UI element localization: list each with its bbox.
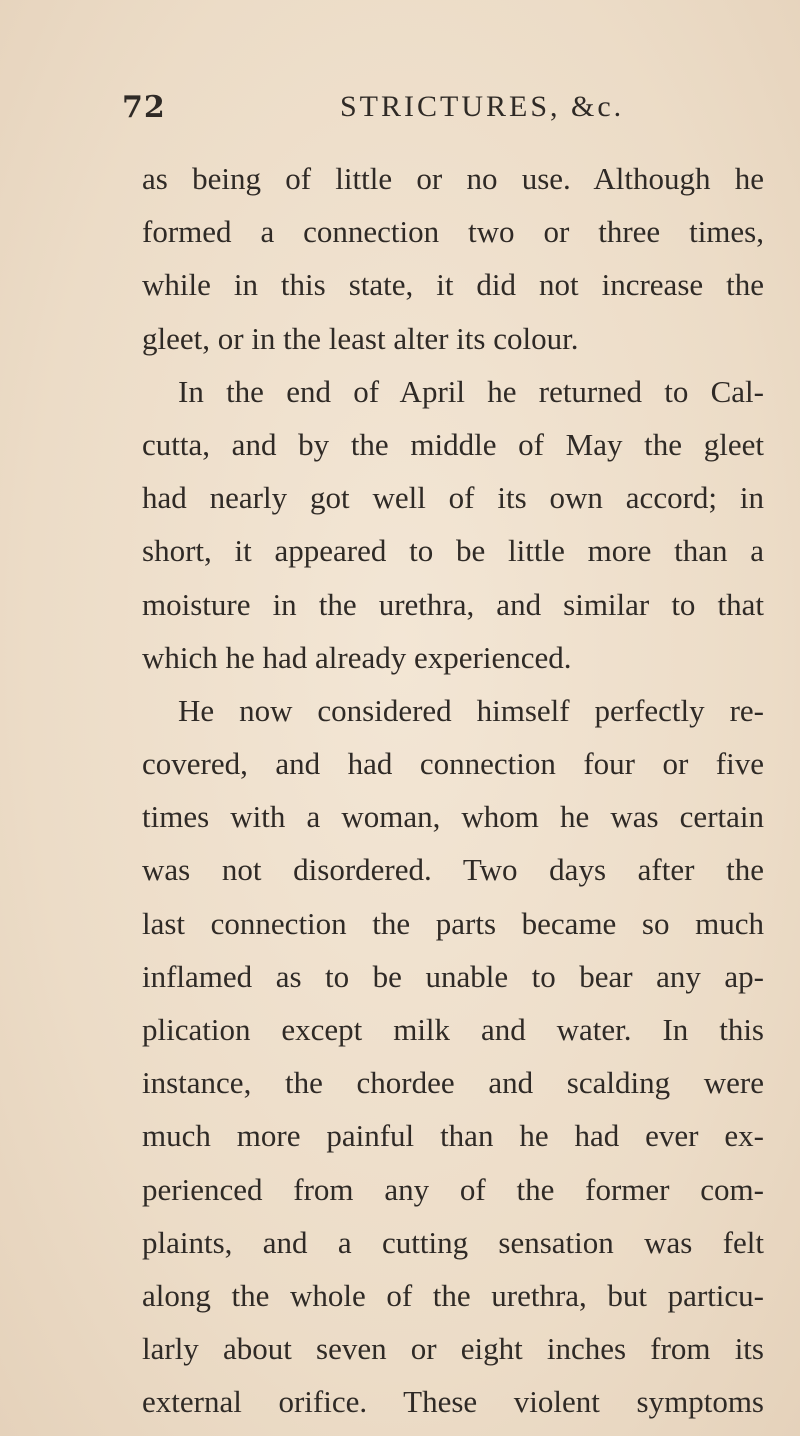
text-line: instance, the chordee and scalding were (142, 1065, 764, 1101)
text-line: formed a connection two or three times, (142, 214, 764, 250)
text-line: plication except milk and water. In this (142, 1012, 764, 1047)
text-line: larly about seven or eight inches from its (142, 1331, 764, 1367)
text-line: perienced from any of the former com- (142, 1171, 764, 1207)
text-line: was not disordered. Two days after the (142, 852, 764, 888)
text-line: external orifice. These violent symptoms (142, 1384, 764, 1420)
text-line: along the whole of the urethra, but particu- (142, 1277, 764, 1313)
text-line: times with a woman, whom he was certain (142, 799, 764, 835)
text-line: covered, and had connection four or five (142, 746, 764, 782)
text-line: much more painful than he had ever ex- (142, 1118, 764, 1154)
text-line: last connection the parts became so much (142, 905, 764, 941)
text-line: short, it appeared to be little more than a (142, 533, 764, 569)
running-head: STRICTURES, &c. (340, 90, 625, 123)
page-header (0, 90, 800, 130)
text-line: moisture in the urethra, and similar to that (142, 586, 764, 622)
text-line: inflamed as to be unable to bear any ap- (142, 958, 764, 994)
text-line: gleet, or in the least alter its colour. (142, 320, 579, 356)
text-line: had nearly got well of its own accord; in (142, 480, 764, 516)
page-number: 72 (122, 90, 166, 125)
paragraph-start-line: He now considered himself perfectly re- (178, 692, 764, 728)
text-line: as being of little or no use. Although he (142, 161, 764, 196)
body-text (142, 152, 764, 1429)
text-line: cutta, and by the middle of May the gleet (142, 426, 764, 462)
text-line: which he had already experienced. (142, 639, 572, 675)
paragraph-start-line: In the end of April he returned to Cal- (178, 373, 764, 409)
text-line: plaints, and a cutting sensation was felt (142, 1224, 764, 1260)
text-line: while in this state, it did not increase the (142, 267, 764, 303)
